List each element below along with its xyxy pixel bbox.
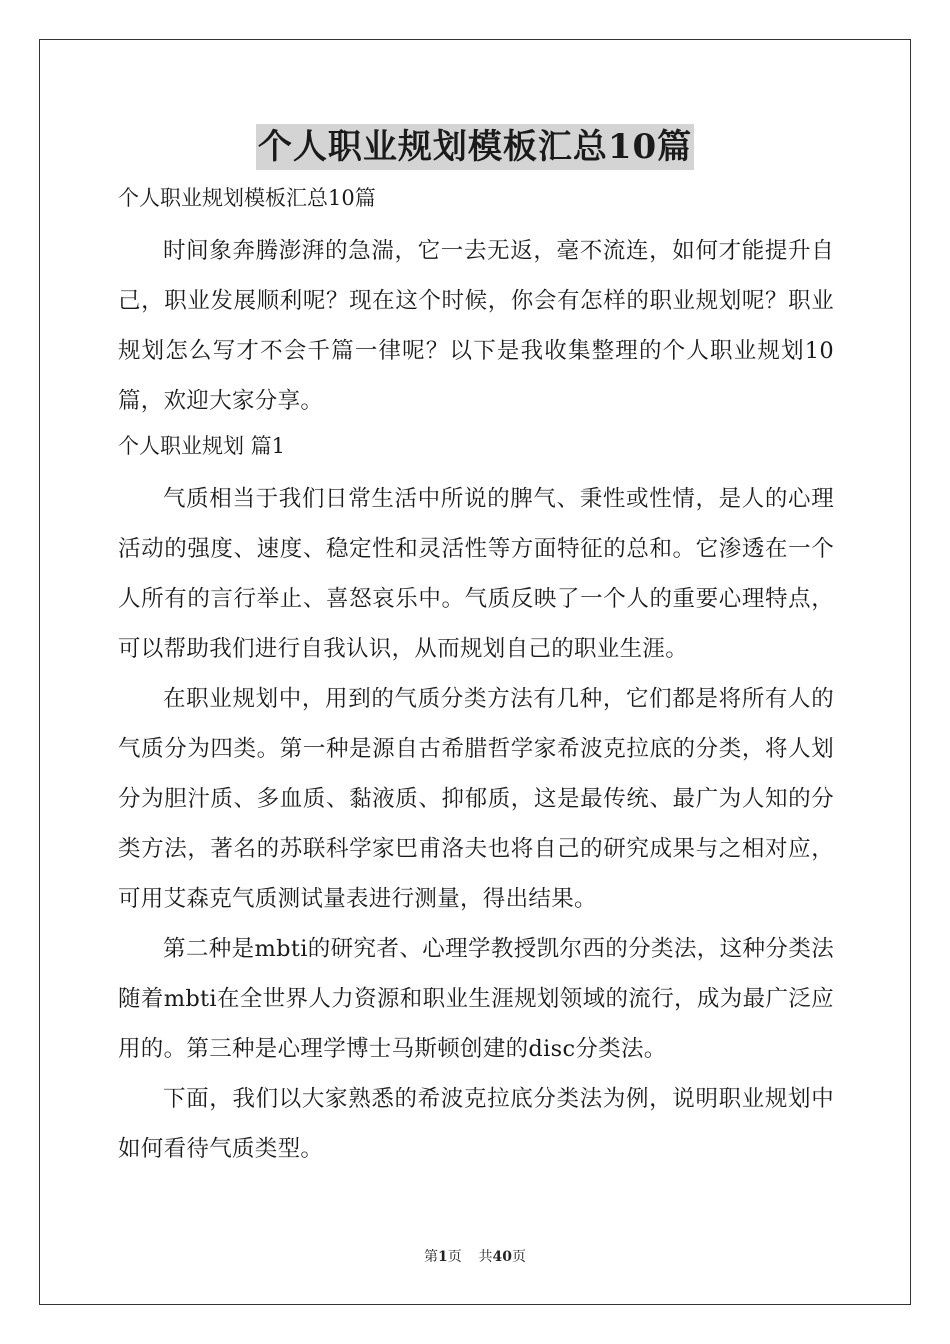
document-title: 个人职业规划模板汇总10篇 xyxy=(256,124,694,170)
subtitle-line: 个人职业规划模板汇总10篇 xyxy=(118,186,376,210)
section-heading: 个人职业规划 篇1 xyxy=(118,434,286,458)
page-suffix: 页 xyxy=(447,1249,462,1265)
body-paragraph-4: 下面，我们以大家熟悉的希波克拉底分类法为例，说明职业规划中如何看待气质类型。 xyxy=(118,1086,834,1162)
body-paragraph-2: 在职业规划中，用到的气质分类方法有几种，它们都是将所有人的气质分为四类。第一种是源自古希腊哲学家希波克拉底的分类，将人划分为胆汁质、多血质、黏液质、抑郁质，这是最传统、最广为人知的分类方法，著名的苏联科学家巴甫洛夫也将自己的研究成果与之相对应，可用艾森克气质测试量表进行测量，得出结果。 xyxy=(118,686,834,912)
page-prefix: 第 xyxy=(423,1249,438,1265)
total-prefix: 共 xyxy=(478,1249,493,1265)
body-paragraph-1: 气质相当于我们日常生活中所说的脾气、秉性或性情，是人的心理活动的强度、速度、稳定性和灵活性等方面特征的总和。它渗透在一个人所有的言行举止、喜怒哀乐中。气质反映了一个人的重要心理特点，可以帮助我们进行自我认识，从而规划自己的职业生涯。 xyxy=(118,486,834,662)
document-body xyxy=(118,180,834,1174)
intro-paragraph: 时间象奔腾澎湃的急湍，它一去无返，毫不流连，如何才能提升自己，职业发展顺利呢？现在这个时候，你会有怎样的职业规划呢？职业规划怎么写才不会千篇一律呢？以下是我收集整理的个人职业规划10篇，欢迎大家分享。 xyxy=(118,238,834,414)
page-footer xyxy=(0,1247,950,1267)
total-pages-number: 40 xyxy=(492,1249,513,1265)
current-page-number: 1 xyxy=(437,1249,448,1265)
body-paragraph-3: 第二种是mbti的研究者、心理学教授凯尔西的分类法，这种分类法随着mbti在全世界人力资源和职业生涯规划领域的流行，成为最广泛应用的。第三种是心理学博士马斯顿创建的disc分类法。 xyxy=(118,936,834,1062)
total-suffix: 页 xyxy=(512,1249,527,1265)
title-container xyxy=(0,124,950,170)
